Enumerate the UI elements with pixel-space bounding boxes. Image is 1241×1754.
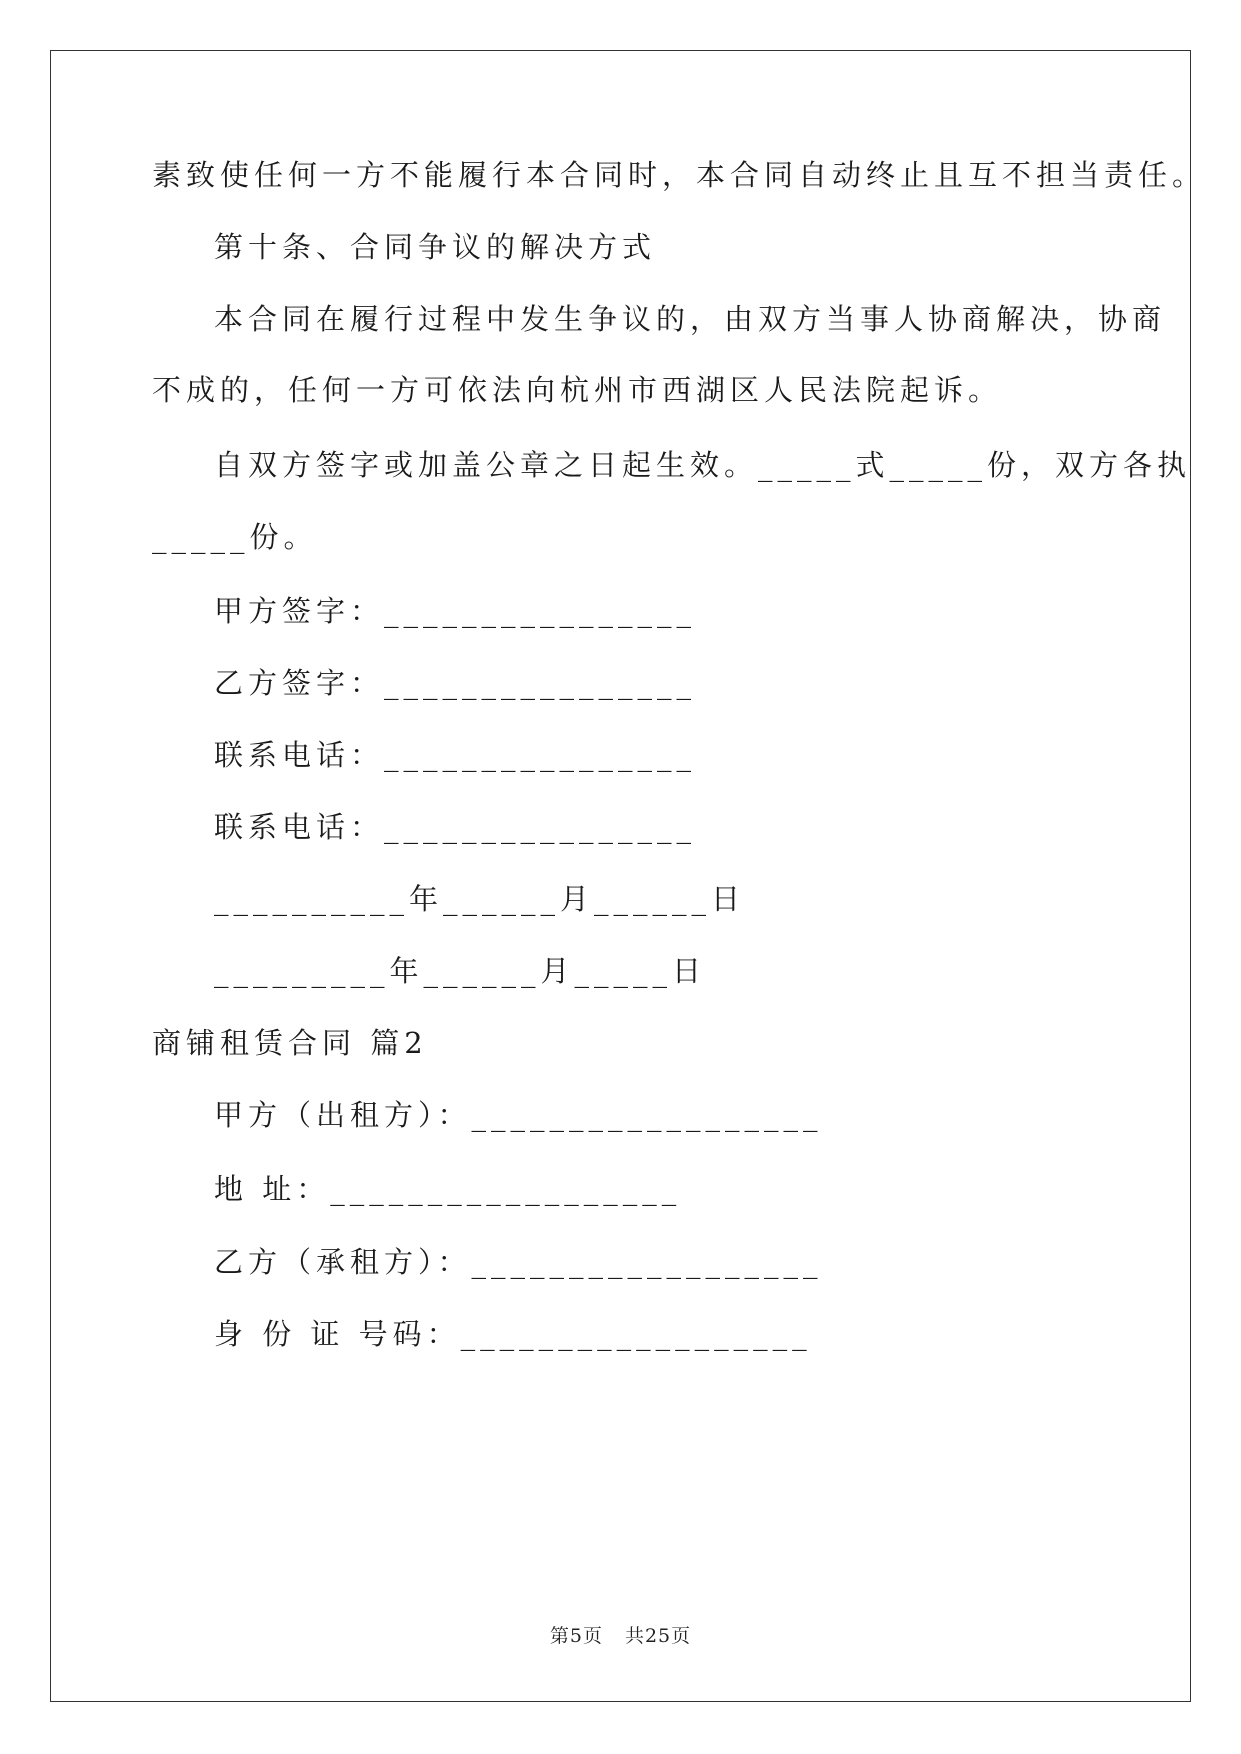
- party-b-signature-field: 乙方签字：________________: [214, 666, 697, 700]
- paragraph-line: 不成的，任何一方可依法向杭州市西湖区人民法院起诉。: [152, 373, 1003, 407]
- phone-field: 联系电话：________________: [214, 810, 697, 844]
- page-number: 第5页: [549, 1625, 603, 1647]
- party-a-signature-field: 甲方签字：________________: [214, 594, 697, 628]
- page-footer: [0, 1621, 1241, 1648]
- paragraph-line: 自双方签字或加盖公章之日起生效。_____式_____份，双方各执: [214, 448, 1192, 482]
- phone-field: 联系电话：________________: [214, 738, 697, 772]
- paragraph-line: _____份。: [152, 520, 318, 554]
- lessor-field: 甲方（出租方）：__________________: [214, 1098, 823, 1132]
- page-border: [50, 50, 1191, 1702]
- paragraph-line: 本合同在履行过程中发生争议的，由双方当事人协商解决，协商: [214, 302, 1167, 336]
- date-field: _________年______月_____日: [214, 954, 707, 988]
- address-field: 地 址：__________________: [214, 1172, 682, 1206]
- page-total: 共25页: [624, 1625, 692, 1647]
- lessee-field: 乙方（承租方）：__________________: [214, 1245, 823, 1279]
- paragraph-line: 素致使任何一方不能履行本合同时，本合同自动终止且互不担当责任。: [152, 158, 1207, 192]
- date-field: __________年______月______日: [214, 882, 746, 916]
- contract-title: 商铺租赁合同 篇2: [152, 1026, 428, 1060]
- id-number-field: 身 份 证 号码：__________________: [214, 1317, 812, 1351]
- section-heading: 第十条、合同争议的解决方式: [214, 230, 657, 264]
